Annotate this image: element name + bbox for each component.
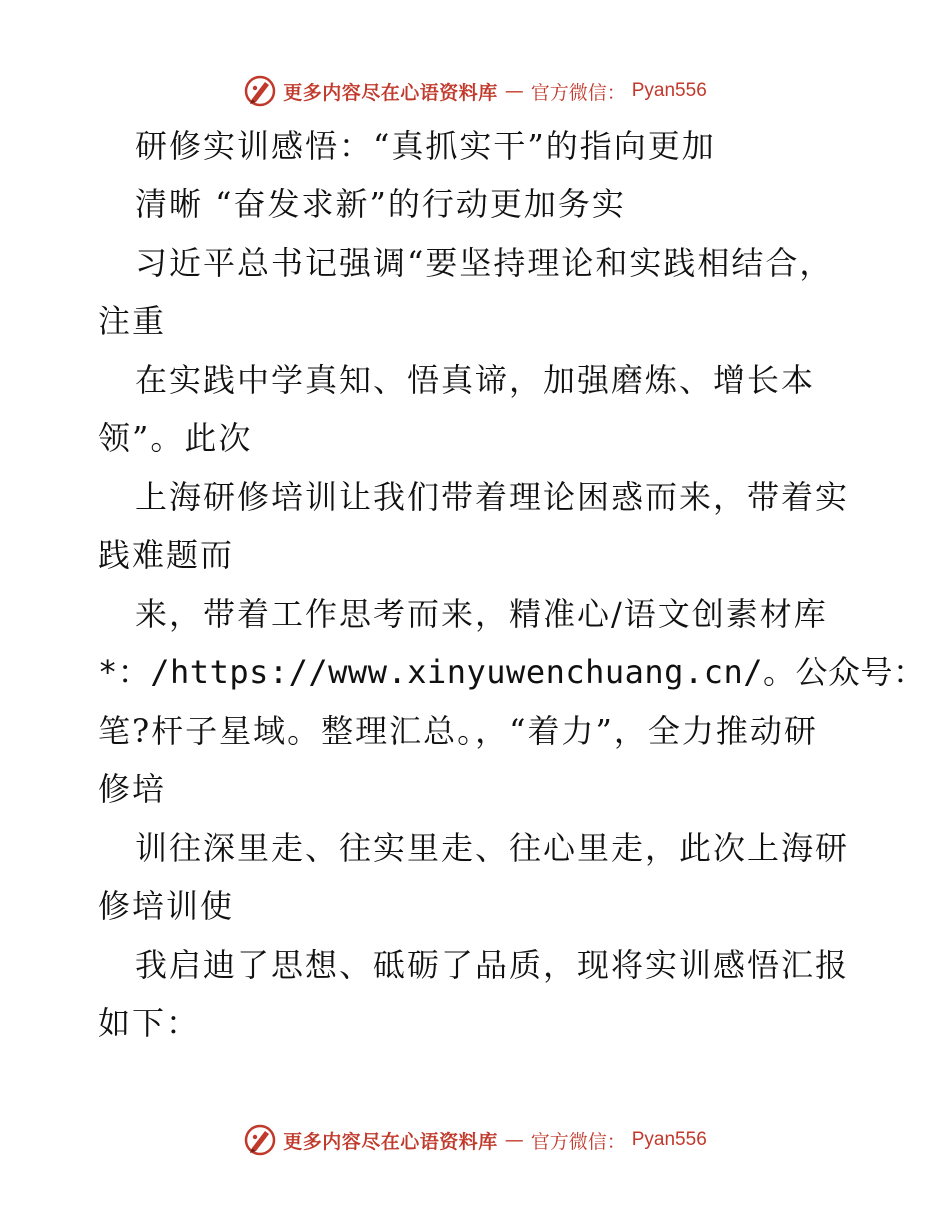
paragraph-6-line-2: 如下： (98, 1004, 201, 1042)
paragraph-4-line-1: 来，带着工作思考而来，精准心/语文创素材库 (135, 595, 828, 633)
paragraph-2-line-1: 在实践中学真知、悟真谛，加强磨炼、增长本 (135, 361, 816, 399)
paragraph-3-line-2: 践难题而 (98, 536, 235, 574)
pen-logo-icon (243, 74, 277, 108)
paragraph-4-line-3: 笔?杆子星域。整理汇总。，“着力”，全力推动研 (98, 712, 818, 750)
paragraph-1-line-2: 注重 (98, 302, 167, 340)
paragraph-4-line-4: 修培 (98, 770, 167, 808)
header-brand-text: 更多内容尽在心语资料库 (283, 81, 498, 104)
paragraph-6-line-1: 我启迪了思想、砥砺了品质，现将实训感悟汇报 (135, 946, 850, 984)
header-wechat-handle: Pyan556 (631, 80, 707, 101)
header-brand (243, 74, 707, 108)
paragraph-5-line-1: 训往深里走、往实里走、往心里走，此次上海研 (135, 829, 850, 867)
footer-brand-text: 更多内容尽在心语资料库 (283, 1130, 498, 1153)
footer-dash: — (504, 1129, 524, 1151)
paragraph-3-line-1: 上海研修培训让我们带着理论困惑而来，带着实 (135, 478, 850, 516)
title-line-2: 清晰 “奋发求新”的行动更加务实 (135, 185, 626, 223)
title-line-1: 研修实训感悟：“真抓实干”的指向更加 (135, 127, 716, 165)
footer-brand (243, 1123, 707, 1157)
paragraph-5-line-2: 修培训使 (98, 887, 235, 925)
pen-logo-icon (243, 1123, 277, 1157)
footer-wechat-label: 官方微信： (530, 1130, 626, 1153)
header-dash: — (504, 80, 524, 102)
paragraph-1-line-1: 习近平总书记强调“要坚持理论和实践相结合， (135, 244, 834, 282)
header-wechat-label: 官方微信： (530, 81, 626, 104)
page-header (0, 71, 950, 111)
footer-wechat-handle: Pyan556 (631, 1129, 707, 1150)
page-footer (0, 1120, 950, 1160)
paragraph-4-line-2: *：/https://www.xinyuwenchuang.cn/。公众号： (98, 653, 926, 691)
paragraph-2-line-2: 领”。此次 (98, 419, 253, 457)
